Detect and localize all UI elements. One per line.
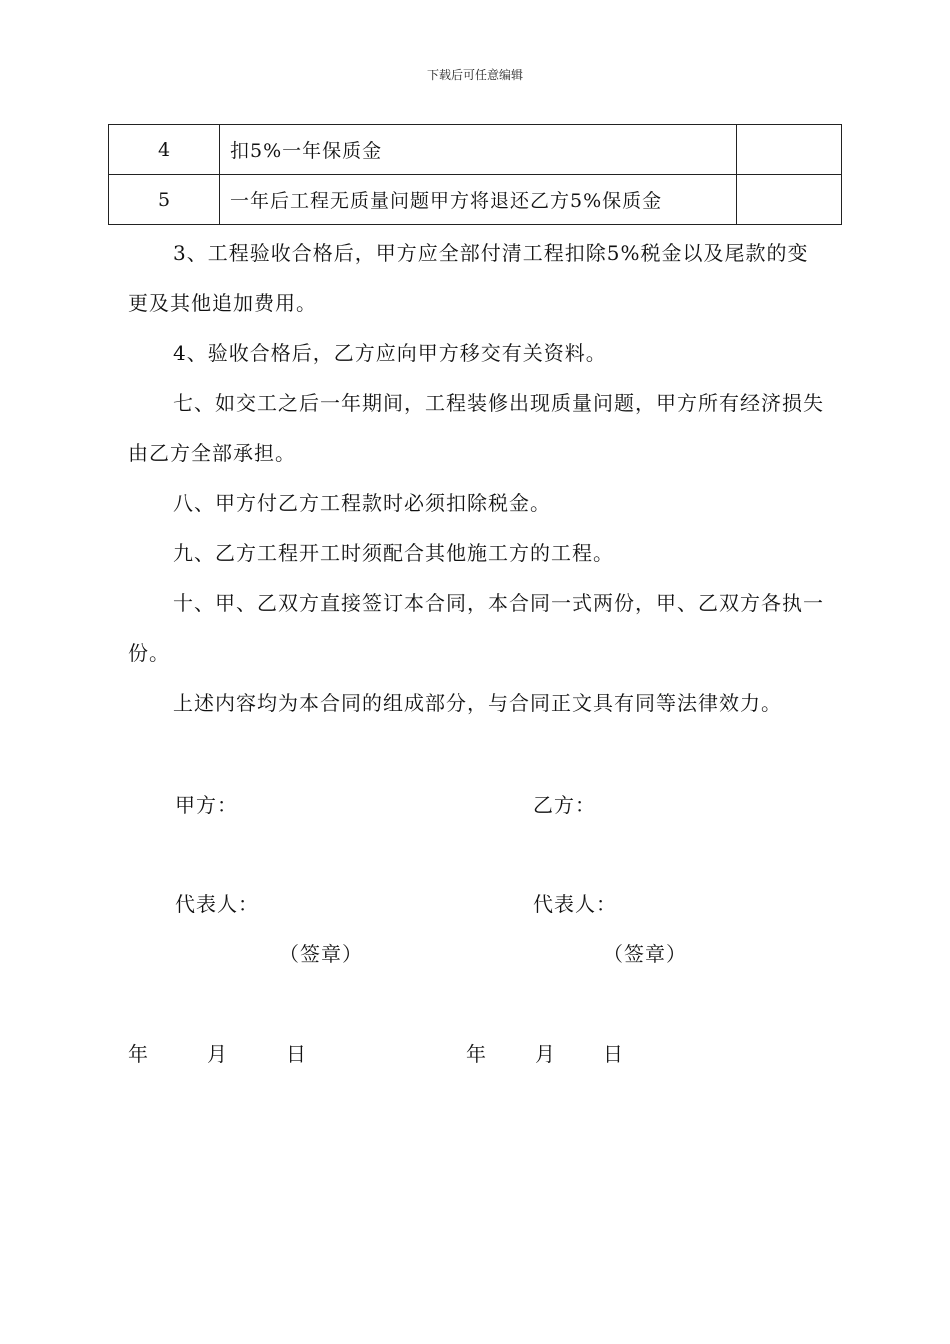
row-description: 一年后工程无质量问题甲方将退还乙方5%保质金 [220, 175, 737, 225]
clause-paragraph: 4、验收合格后，乙方应向甲方移交有关资料。 [173, 341, 607, 365]
party-b-label: 乙方： [533, 793, 596, 817]
seal-b-label: （签章） [603, 942, 687, 966]
row-note [737, 125, 842, 175]
table-row [109, 125, 842, 175]
party-a-label: 甲方： [175, 793, 238, 817]
date-b-year: 年 [466, 1042, 487, 1066]
closing-paragraph: 上述内容均为本合同的组成部分，与合同正文具有同等法律效力。 [173, 691, 782, 715]
date-a-day: 日 [286, 1042, 307, 1066]
clause-paragraph: 八、甲方付乙方工程款时必须扣除税金。 [173, 491, 551, 515]
clause-paragraph: 七、如交工之后一年期间，工程装修出现质量问题，甲方所有经济损失由乙方全部承担。 [128, 391, 824, 465]
clause-paragraph: 九、乙方工程开工时须配合其他施工方的工程。 [173, 541, 614, 565]
row-number: 4 [109, 125, 220, 175]
row-note [737, 175, 842, 225]
date-b-day: 日 [603, 1042, 624, 1066]
page-header: 下载后可任意编辑 [426, 68, 523, 82]
row-description: 扣5%一年保质金 [220, 125, 737, 175]
date-a-month: 月 [207, 1042, 228, 1066]
representative-b-label: 代表人： [533, 892, 617, 916]
table-row [109, 175, 842, 225]
date-b-month: 月 [535, 1042, 556, 1066]
clause-paragraph: 十、甲、乙双方直接签订本合同，本合同一式两份，甲、乙双方各执一份。 [128, 591, 824, 665]
fee-table [108, 124, 842, 225]
date-a-year: 年 [128, 1042, 149, 1066]
row-number: 5 [109, 175, 220, 225]
seal-a-label: （签章） [279, 942, 363, 966]
clause-paragraph: 3、工程验收合格后，甲方应全部付清工程扣除5%税金以及尾款的变更及其他追加费用。 [128, 241, 809, 315]
representative-a-label: 代表人： [175, 892, 259, 916]
